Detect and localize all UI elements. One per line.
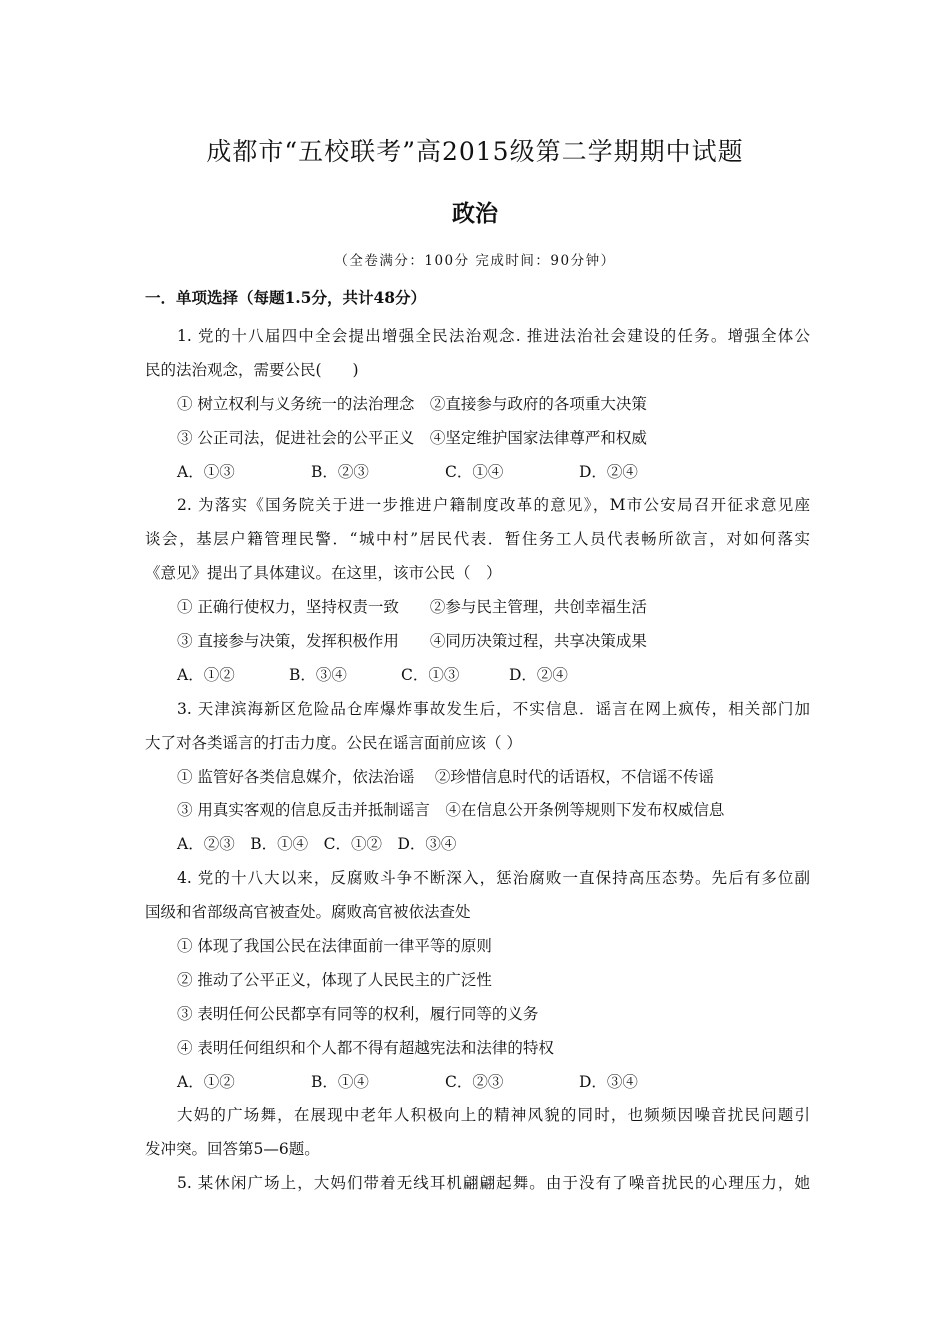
question-1-line-2: 民的法治观念，需要公民( ): [145, 360, 359, 379]
question-5-line-1: 5. 某休闲广场上，大妈们带着无线耳机翩翩起舞。由于没有了噪音扰民的心理压力，她: [177, 1174, 810, 1193]
option-b: B．③④: [289, 665, 347, 684]
question-2-options: [145, 659, 810, 693]
question-2-line-3: 《意见》提出了具体建议。在这里，该市公民（ ）: [145, 564, 502, 583]
option-d: D．③④: [579, 1072, 638, 1091]
subject-title: 政治: [452, 200, 498, 227]
question-3-line-1: 3. 天津滨海新区危险品仓库爆炸事故发生后，不实信息．谣言在网上疯传，相关部门加: [177, 699, 810, 718]
question-3-line-2: 大了对各类谣言的打击力度。公民在谣言面前应该（ ）: [145, 733, 522, 752]
option-c: C．①④: [445, 462, 504, 481]
question-4-line-2: 国级和省部级高官被查处。腐败高官被依法查处: [145, 903, 471, 922]
question-3-options: A．②③ B．①④ C．①② D．③④: [177, 835, 457, 854]
question-4-statement-1: ① 体现了我国公民在法律面前一律平等的原则: [177, 937, 492, 956]
question-3-statements-a: ① 监管好各类信息媒介，依法治谣 ②珍惜信息时代的话语权，不信谣不传谣: [177, 767, 714, 786]
option-a: A．①②: [177, 1072, 235, 1091]
option-c: C．①③: [401, 665, 460, 684]
option-d: D．②④: [579, 462, 638, 481]
passage-line-1: 大妈的广场舞，在展现中老年人积极向上的精神风貌的同时，也频频因噪音扰民问题引: [177, 1106, 810, 1125]
question-3-statements-b: ③ 用真实客观的信息反击并抵制谣言 ④在信息公开条例等规则下发布权威信息: [177, 801, 725, 820]
question-2-line-2: 谈会，基层户籍管理民警．“城中村”居民代表．暂住务工人员代表畅所欲言，对如何落实: [145, 530, 810, 549]
option-a: A．①③: [177, 462, 235, 481]
question-2-statements-a: ① 正确行使权力，坚持权责一致 ②参与民主管理，共创幸福生活: [177, 598, 647, 617]
question-4-statement-2: ② 推动了公平正义，体现了人民民主的广泛性: [177, 970, 492, 989]
exam-info: （全卷满分：100分 完成时间：90分钟）: [334, 253, 616, 269]
question-1-line-1: 1. 党的十八届四中全会提出增强全民法治观念. 推进法治社会建设的任务。增强全体公: [177, 327, 810, 345]
option-a: A．①②: [177, 665, 235, 684]
passage-line-2: 发冲突。回答第5—6题。: [145, 1140, 320, 1159]
question-4-line-1: 4. 党的十八大以来，反腐败斗争不断深入，惩治腐败一直保持高压态势。先后有多位副: [177, 869, 810, 888]
question-1-statements-b: ③ 公正司法，促进社会的公平正义 ④坚定维护国家法律尊严和权威: [177, 428, 647, 447]
question-4-options: [145, 1066, 810, 1100]
question-2-line-1: 2. 为落实《国务院关于进一步推进户籍制度改革的意见》，M市公安局召开征求意见座: [177, 496, 810, 515]
question-1-statements-a: ① 树立权利与义务统一的法治理念 ②直接参与政府的各项重大决策: [177, 394, 647, 413]
option-b: B．②③: [311, 462, 369, 481]
option-b: B．①④: [311, 1072, 369, 1091]
question-body: [145, 320, 810, 1201]
question-1-options: [145, 456, 810, 490]
option-c: C．②③: [445, 1072, 504, 1091]
option-d: D．②④: [509, 665, 568, 684]
question-2-statements-b: ③ 直接参与决策，发挥积极作用 ④同历决策过程，共享决策成果: [177, 632, 647, 651]
question-4-statement-3: ③ 表明任何公民都享有同等的权利，履行同等的义务: [177, 1004, 539, 1023]
exam-title: 成都市“五校联考”高2015级第二学期期中试题: [206, 137, 744, 166]
question-4-statement-4: ④ 表明任何组织和个人都不得有超越宪法和法律的特权: [177, 1038, 554, 1057]
section-heading: 一．单项选择（每题1.5分，共计48分）: [145, 288, 427, 307]
